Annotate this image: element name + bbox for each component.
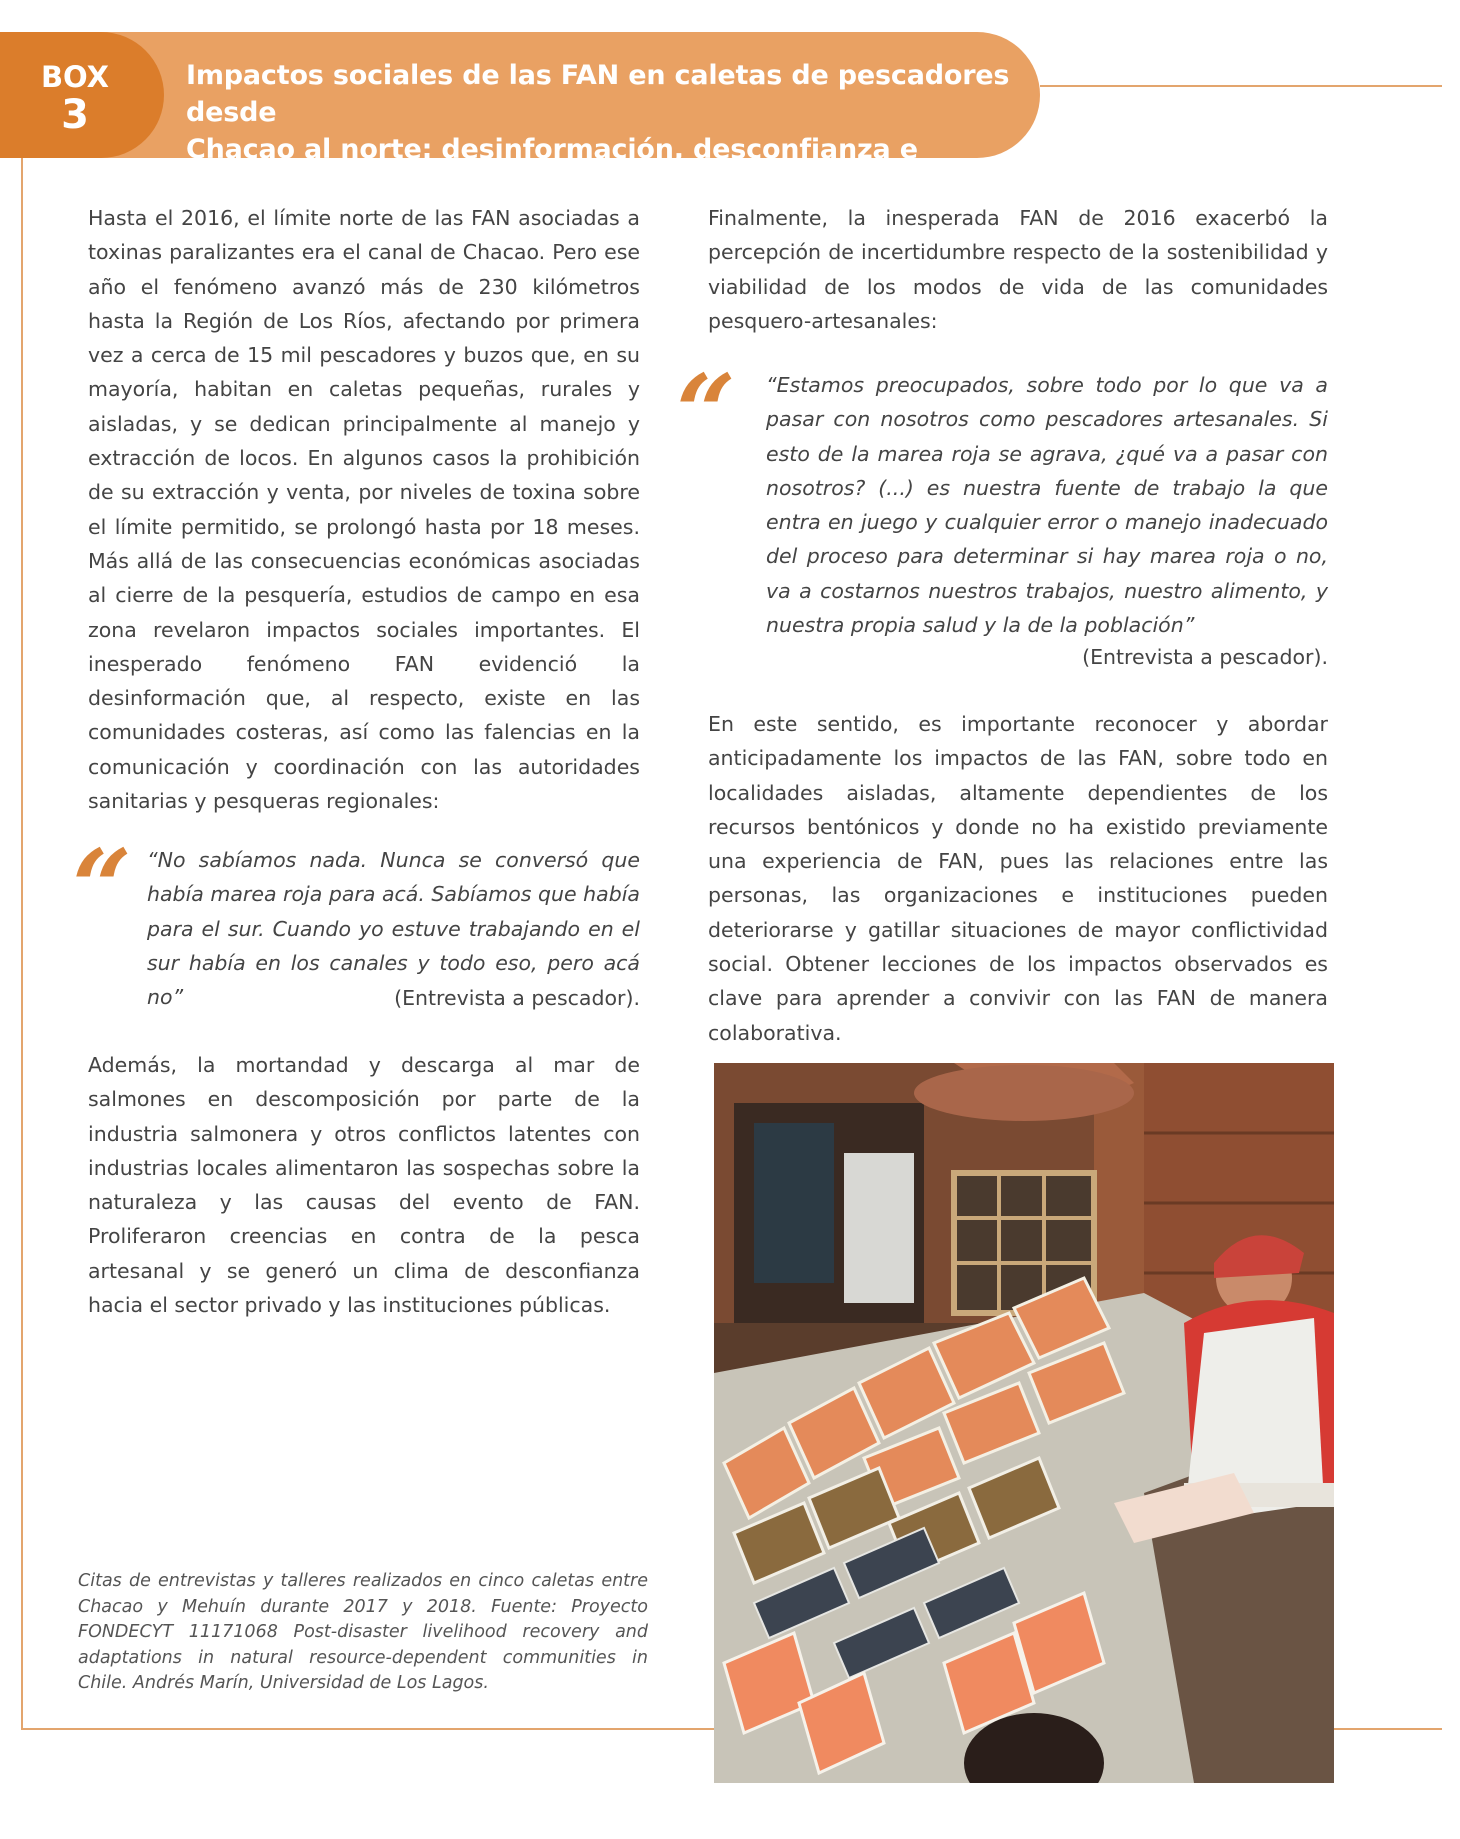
- left-paragraph-2: Además, la mortandad y descarga al mar de salmones en descomposición por parte de la industria salmonera y otros conflictos latentes con industrias locales alimentaron las sospechas sobre la naturaleza y las causas del evento de FAN. Proliferaron creencias en contra de la pesca artesanal y se generó un clima de desconfianza hacia el sector privado y las instituciones públicas.: [88, 1053, 640, 1318]
- right-paragraph-1: Finalmente, la inesperada FAN de 2016 exacerbó la percepción de incertidumbre respecto de la sostenibilidad y viabilidad de los modos de vida de las comunidades pesquero-artesanales:: [708, 206, 1328, 333]
- quote-mark-left: “: [72, 826, 132, 949]
- quote-1-attribution: (Entrevista a pescador).: [394, 986, 640, 1010]
- box-number: 3: [61, 92, 89, 138]
- quote-mark-right: “: [676, 351, 736, 474]
- box-label: [0, 32, 164, 158]
- quote-1: “No sabíamos nada. Nunca se conversó que había marea roja para acá. Sabíamos que había para el sur. Cuando yo estuve trabajando en el sur había en los canales y todo eso, pero acá no”: [147, 848, 640, 1010]
- box-word: BOX: [40, 60, 110, 94]
- left-rule: [21, 158, 23, 1729]
- box-title: [186, 57, 1046, 205]
- left-paragraph-1: Hasta el 2016, el límite norte de las FAN asociadas a toxinas paralizantes era el canal de Chacao. Pero ese año el fenómeno avanzó más de 230 kilómetros hasta la Región de Los Ríos, afectando por primera vez a cerca de 15 mil pescadores y buzos que, en su mayoría, habitan en caletas pequeñas, rurales y aisladas, y se dedican principalmente al manejo y extracción de locos. En algunos casos la prohibición de su extracción y venta, por niveles de toxina sobre el límite permitido, se prolongó hasta por 18 meses. Más allá de las consecuencias económicas asociadas al cierre de la pesquería, estudios de campo en esa zona revelaron impactos sociales importantes. El inesperado fenómeno FAN evidenció la desinformación que, al respecto, existe en las comunidades costeras, así como las falencias en la comunicación y coordinación con las autoridades sanitarias y pesqueras regionales:: [88, 206, 640, 814]
- source-caption: Citas de entrevistas y talleres realizados en cinco caletas entre Chacao y Mehuín durante 2017 y 2018. Fuente: Proyecto FONDECYT 11171068 Post-disaster livelihood recovery and adaptations in natural resource-dependent communities in Chile. Andrés Marín, Universidad de Los Lagos.: [78, 1571, 648, 1693]
- quote-2-attribution: (Entrevista a pescador).: [1082, 645, 1328, 669]
- right-paragraph-2: En este sentido, es importante reconocer y abordar anticipadamente los impactos de las FAN, sobre todo en localidades aisladas, altamente dependientes de los recursos bentónicos y donde no ha existido previamente una experiencia de FAN, pues las relaciones entre las personas, las organizaciones e instituciones pueden deteriorarse y gatillar situaciones de mayor conflictividad social. Obtener lecciones de los impactos observados es clave para aprender a convivir con las FAN de manera colaborativa.: [708, 712, 1328, 1045]
- fish-market-photo: [714, 1063, 1334, 1783]
- top-rule: [1040, 85, 1442, 87]
- quote-2: “Estamos preocupados, sobre todo por lo que va a pasar con nosotros como pescadores artesanales. Si esto de la marea roja se agrava, ¿qué va a pasar con nosotros? (...) es nuestra fuente de trabajo la que entra en juego y cualquier error o manejo inadecuado del proceso para determinar si hay marea roja o no, va a costarnos nuestros trabajos, nuestro alimento, y nuestra propia salud y la de la población”: [766, 373, 1328, 638]
- box-title-line1: Impactos sociales de las FAN en caletas de pescadores desde: [186, 60, 1010, 128]
- box-title-line2: Chacao al norte: desinformación, desconfianza e incertidumbre: [186, 134, 918, 202]
